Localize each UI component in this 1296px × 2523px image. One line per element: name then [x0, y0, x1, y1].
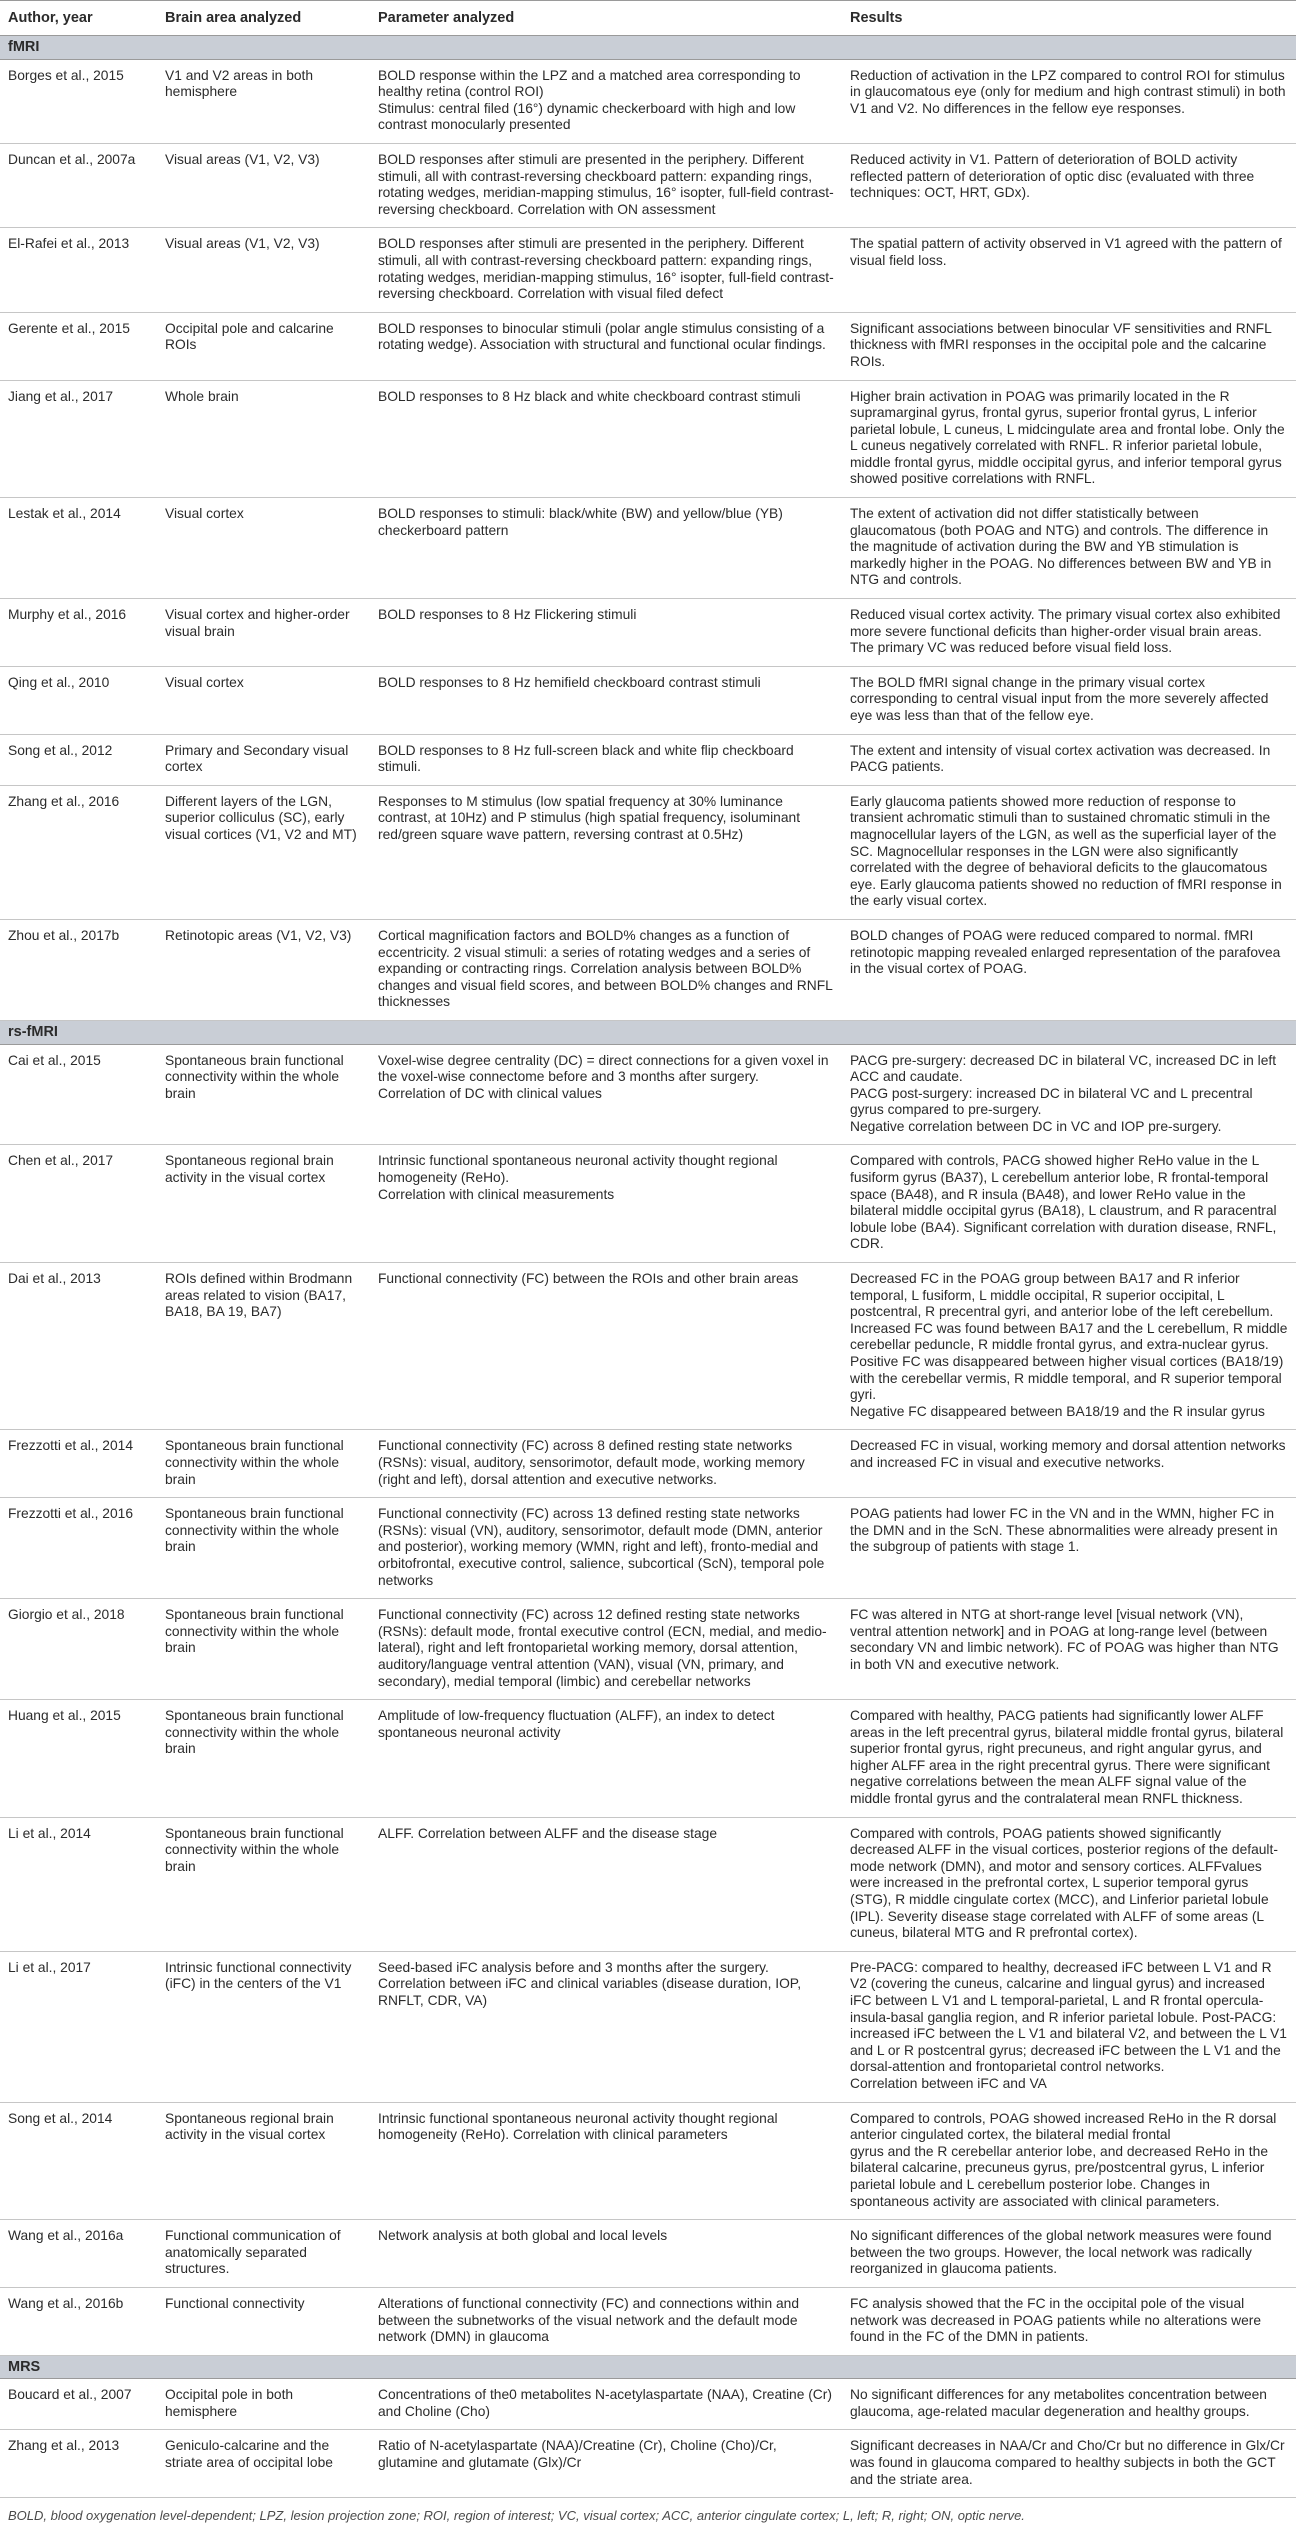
- parameter-line: BOLD responses to stimuli: black/white (BW) and yellow/blue (YB) checkerboard pattern: [378, 506, 783, 538]
- cell-author: Huang et al., 2015: [0, 1700, 157, 1818]
- cell-author: Lestak et al., 2014: [0, 498, 157, 599]
- parameter-line: Intrinsic functional spontaneous neuronal activity thought regional homogeneity (ReHo). Correlation with clinical parameters: [378, 2110, 778, 2143]
- cell-area: Functional connectivity: [157, 2287, 370, 2355]
- table-row: [0, 2379, 1296, 2430]
- parameter-line: Concentrations of the0 metabolites N-acetylaspartate (NAA), Creatine (Cr) and Choline (Cho): [378, 2387, 832, 2419]
- cell-results: [842, 228, 1296, 312]
- cell-results: [842, 2220, 1296, 2288]
- cell-parameter: [370, 1817, 842, 1951]
- results-line: Compared to controls, POAG showed increased ReHo in the R dorsal anterior cingulated cortex, the bilateral medial frontal: [850, 2110, 1277, 2143]
- parameter-line: Functional connectivity (FC) across 13 defined resting state networks (RSNs): visual (VN), auditory, sensorimotor, default mode (DMN, anterior and posterior), working memory (WMN, right and left), fronto-medial and orbitofrontal, executive control, salience, subcortical (ScN), temporal pole networks: [378, 1506, 825, 1588]
- cell-area: Visual areas (V1, V2, V3): [157, 143, 370, 227]
- section-row: [0, 2355, 1296, 2379]
- cell-results: [842, 59, 1296, 143]
- cell-results: [842, 919, 1296, 1020]
- cell-area: Whole brain: [157, 380, 370, 498]
- cell-results: [842, 599, 1296, 667]
- cell-area: Primary and Secondary visual cortex: [157, 734, 370, 785]
- cell-parameter: [370, 228, 842, 312]
- cell-results: [842, 785, 1296, 919]
- table-row: [0, 2430, 1296, 2498]
- cell-results: [842, 312, 1296, 380]
- section-title: MRS: [0, 2355, 1296, 2379]
- cell-parameter: [370, 1498, 842, 1599]
- cell-parameter: [370, 2102, 842, 2220]
- cell-parameter: [370, 1430, 842, 1498]
- cell-author: Wang et al., 2016a: [0, 2220, 157, 2288]
- cell-author: Song et al., 2012: [0, 734, 157, 785]
- cell-author: Zhang et al., 2016: [0, 785, 157, 919]
- table-row: [0, 599, 1296, 667]
- results-line: Higher brain activation in POAG was primarily located in the R supramarginal gyrus, frontal gyrus, superior frontal gyrus, L inferior parietal lobule, L cuneus, L midcingulate area and frontal lobe. Only the L cuneus negatively correlated with RNFL. R inferior parietal lobule, middle frontal gyrus, middle occipital gyrus, and inferior temporal gyrus showed positive correlations with RNFL.: [850, 388, 1285, 487]
- cell-parameter: [370, 666, 842, 734]
- cell-author: Cai et al., 2015: [0, 1044, 157, 1145]
- cell-parameter: [370, 1044, 842, 1145]
- results-line: The extent and intensity of visual cortex activation was decreased. In PACG patients.: [850, 742, 1271, 775]
- results-line: BOLD changes of POAG were reduced compared to normal. fMRI retinotopic mapping revealed enlarged representation of the parafovea in the visual cortex of POAG.: [850, 927, 1281, 977]
- cell-area: Spontaneous brain functional connectivity within the whole brain: [157, 1044, 370, 1145]
- cell-results: [842, 2379, 1296, 2430]
- results-line: PACG pre-surgery: decreased DC in bilateral VC, increased DC in left ACC and caudate.: [850, 1052, 1277, 1085]
- cell-author: Dai et al., 2013: [0, 1263, 157, 1430]
- parameter-line: Functional connectivity (FC) across 8 defined resting state networks (RSNs): visual, auditory, sensorimotor, default mode, working memory (right and left), dorsal attention and executive networks.: [378, 1438, 805, 1487]
- cell-results: [842, 2430, 1296, 2498]
- parameter-line: BOLD responses after stimuli are presented in the periphery. Different stimuli, all with contrast-reversing checkboard pattern: expanding rings, rotating wedges, meridian-mapping stimulus, 16° isopter, full-field contrast-reversing checkboard. Correlation with ON assessment: [378, 151, 834, 217]
- cell-results: [842, 1599, 1296, 1700]
- table-row: [0, 919, 1296, 1020]
- cell-results: [842, 734, 1296, 785]
- results-line: Early glaucoma patients showed more reduction of response to transient achromatic stimuli than to sustained chromatic stimuli in the magnocellular layers of the LGN, as well as the superficial layer of the SC. Magnocellular responses in the LGN were also significantly correlated with the degree of behavioral deficits to the glaucomatous eye. Early glaucoma patients showed no reduction of fMRI response in the early visual cortex.: [850, 793, 1282, 909]
- cell-author: Zhang et al., 2013: [0, 2430, 157, 2498]
- section-row: [0, 36, 1296, 60]
- parameter-line: Stimulus: central filed (16°) dynamic checkerboard with high and low contrast monocularly presented: [378, 100, 796, 133]
- cell-area: Spontaneous regional brain activity in the visual cortex: [157, 1145, 370, 1263]
- table-row: [0, 1044, 1296, 1145]
- table-row: [0, 1430, 1296, 1498]
- cell-results: [842, 2287, 1296, 2355]
- cell-author: Li et al., 2017: [0, 1951, 157, 2102]
- results-line: Compared with controls, POAG patients showed significantly decreased ALFF in the visual cortices, posterior regions of the default-mode network (DMN), and motor and sensory cortices. ALFFvalues were increased in the prefrontal cortex, L superior temporal gyrus (STG), R middle cingulate cortex (MCC), and Linferior parietal lobule: [850, 1825, 1278, 1908]
- parameter-line: BOLD responses after stimuli are presented in the periphery. Different stimuli, all with contrast-reversing checkboard pattern: expanding rings, rotating wedges, meridian-mapping stimulus, 16° isopter, full-field contrast-reversing checkboard. Correlation with visual filed defect: [378, 236, 834, 302]
- cell-results: [842, 1145, 1296, 1263]
- parameter-line: Ratio of N-acetylaspartate (NAA)/Creatine (Cr), Choline (Cho)/Cr, glutamine and glutamate (Glx)/Cr: [378, 2438, 777, 2471]
- cell-area: Intrinsic functional connectivity (iFC) in the centers of the V1: [157, 1951, 370, 2102]
- results-line: FC analysis showed that the FC in the occipital pole of the visual network was decreased in POAG patients while no alterations were found in the FC of the DMN in patients.: [850, 2295, 1262, 2345]
- results-line: Pre-PACG: compared to healthy, decreased iFC between L V1 and R V2 (covering the cuneus, calcarine and lingual gyrus) and increased iFC between L V1 and L temporal-parietal, L and R frontal opercula-insula-basal ganglia region, and R inferior parietal lobule. Post-PACG: increased iFC between the L V1 and bilateral V2, and between the L V1 and L or R postcentral gyrus; decreased iFC between the L V1 and the dorsal-attention and frontoparietal control networks.: [850, 1959, 1287, 2075]
- table-row: [0, 228, 1296, 312]
- results-line: Compared with controls, PACG showed higher ReHo value in the L fusiform gyrus (BA37), L cerebellum anterior lobe, R frontal-temporal space (BA48), and R insula (BA48), and lower ReHo value in the bilateral middle occipital gyrus (BA18), L claustrum, and R paracentral lobule lobe (BA4). Significant correlation with duration disease, RNFL, CDR.: [850, 1153, 1277, 1252]
- table-row: [0, 1263, 1296, 1430]
- parameter-line: Correlation with clinical measurements: [378, 1186, 615, 1202]
- cell-author: Song et al., 2014: [0, 2102, 157, 2220]
- parameter-line: Functional connectivity (FC) between the ROIs and other brain areas: [378, 1271, 799, 1287]
- cell-results: [842, 1951, 1296, 2102]
- results-line: No significant differences for any metabolites concentration between glaucoma, age-related macular degeneration and healthy groups.: [850, 2387, 1267, 2419]
- table-row: [0, 1951, 1296, 2102]
- cell-area: V1 and V2 areas in both hemisphere: [157, 59, 370, 143]
- parameter-line: Seed-based iFC analysis before and 3 months after the surgery. Correlation between iFC and clinical variables (disease duration, IOP, RNFLT, CDR, VA): [378, 1959, 802, 2008]
- cell-results: [842, 1430, 1296, 1498]
- parameter-line: Responses to M stimulus (low spatial frequency at 30% luminance contrast, at 10Hz) and P stimulus (high spatial frequency, isoluminant red/green square wave pattern, reversing contrast at 0.5Hz): [378, 793, 801, 842]
- cell-parameter: [370, 919, 842, 1020]
- table-row: [0, 498, 1296, 599]
- parameter-line: BOLD responses to binocular stimuli (polar angle stimulus consisting of a rotating wedge). Association with structural and functional ocular findings.: [378, 320, 826, 353]
- results-line: Significant associations between binocular VF sensitivities and RNFL thickness with fMRI responses in the occipital pole and the calcarine ROIs.: [850, 320, 1272, 369]
- cell-author: Zhou et al., 2017b: [0, 919, 157, 1020]
- table-body: [0, 36, 1296, 2498]
- cell-author: Gerente et al., 2015: [0, 312, 157, 380]
- cell-area: Occipital pole in both hemisphere: [157, 2379, 370, 2430]
- cell-parameter: [370, 1263, 842, 1430]
- table-row: [0, 734, 1296, 785]
- cell-author: Qing et al., 2010: [0, 666, 157, 734]
- cell-area: Visual cortex and higher-order visual brain: [157, 599, 370, 667]
- cell-results: [842, 1817, 1296, 1951]
- cell-area: Spontaneous brain functional connectivity within the whole brain: [157, 1430, 370, 1498]
- results-line: Significant decreases in NAA/Cr and Cho/Cr but no difference in Glx/Cr was found in glaucoma compared to healthy subjects in both the GCT and the striate area.: [850, 2438, 1285, 2487]
- header-row: [0, 1, 1296, 36]
- section-title: fMRI: [0, 36, 1296, 60]
- parameter-line: BOLD response within the LPZ and a matched area corresponding to healthy retina (control ROI): [378, 67, 801, 100]
- cell-parameter: [370, 599, 842, 667]
- cell-results: [842, 1044, 1296, 1145]
- parameter-line: Amplitude of low-frequency fluctuation (ALFF), an index to detect spontaneous neuronal activity: [378, 1708, 775, 1740]
- results-line: (IPL). Severity disease stage correlated with ALFF of some areas (L cuneus, bilateral MTG and R prefrontal cortex).: [850, 1908, 1264, 1941]
- cell-parameter: [370, 143, 842, 227]
- cell-results: [842, 2102, 1296, 2220]
- table-row: [0, 380, 1296, 498]
- cell-results: [842, 1498, 1296, 1599]
- table-row: [0, 666, 1296, 734]
- cell-parameter: [370, 785, 842, 919]
- results-line: PACG post-surgery: increased DC in bilateral VC and L precentral gyrus compared to pre-surgery.: [850, 1085, 1253, 1118]
- cell-parameter: [370, 380, 842, 498]
- cell-results: [842, 498, 1296, 599]
- cell-parameter: [370, 1599, 842, 1700]
- cell-area: Visual cortex: [157, 498, 370, 599]
- cell-author: Frezzotti et al., 2014: [0, 1430, 157, 1498]
- results-line: The BOLD fMRI signal change in the primary visual cortex corresponding to central visual input from the more severely affected eye was less than that of the fellow eye.: [850, 674, 1269, 723]
- results-line: No significant differences of the global network measures were found between the two groups. However, the local network was radically reorganized in glaucoma patients.: [850, 2228, 1272, 2277]
- cell-parameter: [370, 498, 842, 599]
- cell-author: El-Rafei et al., 2013: [0, 228, 157, 312]
- parameter-line: BOLD responses to 8 Hz hemifield checkboard contrast stimuli: [378, 674, 761, 690]
- results-line: Negative correlation between DC in VC and IOP pre-surgery.: [850, 1118, 1222, 1134]
- cell-area: Retinotopic areas (V1, V2, V3): [157, 919, 370, 1020]
- cell-author: Frezzotti et al., 2016: [0, 1498, 157, 1599]
- cell-area: Different layers of the LGN, superior colliculus (SC), early visual cortices (V1, V2 and MT): [157, 785, 370, 919]
- cell-area: Visual cortex: [157, 666, 370, 734]
- cell-area: Spontaneous regional brain activity in the visual cortex: [157, 2102, 370, 2220]
- parameter-line: Functional connectivity (FC) across 12 defined resting state networks (RSNs): default mode, frontal executive control (ECN, medial, and medio-lateral), right and left frontoparietal working memory, dorsal attention, auditory/language ventral attention (VAN), visual (VN, primary, and secondary), medial temporal (limbic) and cerebellar networks: [378, 1607, 827, 1689]
- cell-parameter: [370, 2220, 842, 2288]
- cell-author: Duncan et al., 2007a: [0, 143, 157, 227]
- table-row: [0, 1817, 1296, 1951]
- parameter-line: BOLD responses to 8 Hz full-screen black and white flip checkboard stimuli.: [378, 742, 794, 775]
- table-row: [0, 2220, 1296, 2288]
- table-row: [0, 785, 1296, 919]
- parameter-line: Intrinsic functional spontaneous neuronal activity thought regional homogeneity (ReHo).: [378, 1153, 778, 1186]
- cell-author: Wang et al., 2016b: [0, 2287, 157, 2355]
- cell-results: [842, 666, 1296, 734]
- results-line: Compared with healthy, PACG patients had significantly lower ALFF areas in the left precentral gyrus, bilateral middle frontal gyrus, bilateral superior frontal gyrus, right precuneus, and right angular gyrus, and higher ALFF area in the right precentral gyrus. There were significant negative correlations between the mean ALFF signal value of the middle frontal gyrus and the contralateral mean RNFL thickness.: [850, 1708, 1284, 1807]
- cell-area: Occipital pole and calcarine ROIs: [157, 312, 370, 380]
- table-row: [0, 59, 1296, 143]
- table-row: [0, 1145, 1296, 1263]
- parameter-line: BOLD responses to 8 Hz black and white checkboard contrast stimuli: [378, 388, 801, 404]
- results-line: Reduced visual cortex activity. The primary visual cortex also exhibited more severe functional deficits than higher-order visual brain areas. The primary VC was reduced before visual field loss.: [850, 607, 1281, 656]
- results-line: gyrus and the R cerebellar anterior lobe, and decreased ReHo in the bilateral calcarine, precuneus gyrus, pre/postcentral gyrus, L inferior parietal lobule and L cerebellum posterior lobe. Changes in spontaneous activity are associated with clinical parameters.: [850, 2143, 1268, 2209]
- cell-area: Geniculo-calcarine and the striate area of occipital lobe: [157, 2430, 370, 2498]
- section-row: [0, 1020, 1296, 1044]
- parameter-line: Cortical magnification factors and BOLD% changes as a function of eccentricity. 2 visual stimuli: a series of rotating wedges and a series of expanding or contracting rings. Correlation analysis between BOLD% changes and visual field scores, and between BOLD% changes and RNFL thicknesses: [378, 927, 833, 1010]
- cell-area: Spontaneous brain functional connectivity within the whole brain: [157, 1498, 370, 1599]
- cell-area: Functional communication of anatomically separated structures.: [157, 2220, 370, 2288]
- cell-parameter: [370, 2287, 842, 2355]
- cell-parameter: [370, 312, 842, 380]
- section-title: rs-fMRI: [0, 1020, 1296, 1044]
- cell-author: Murphy et al., 2016: [0, 599, 157, 667]
- results-line: Reduction of activation in the LPZ compared to control ROI for stimulus in glaucomatous eye (only for medium and high contrast stimuli) in both V1 and V2. No differences in the fellow eye responses.: [850, 67, 1286, 116]
- cell-parameter: [370, 2379, 842, 2430]
- header-parameter: Parameter analyzed: [370, 1, 842, 36]
- results-line: Reduced activity in V1. Pattern of deterioration of BOLD activity reflected pattern of deterioration of optic disc (evaluated with three techniques: OCT, HRT, GDx).: [850, 151, 1255, 201]
- results-line: Negative FC disappeared between BA18/19 and the R insular gyrus: [850, 1403, 1265, 1419]
- results-line: The extent of activation did not differ statistically between glaucomatous (both POAG and NTG) and controls. The difference in the magnitude of activation during the BW and YB stimulation is markedly higher in the POAG. No differences between BW and YB in NTG and controls.: [850, 506, 1272, 588]
- cell-parameter: [370, 734, 842, 785]
- parameter-line: Network analysis at both global and local levels: [378, 2228, 668, 2244]
- table-row: [0, 1498, 1296, 1599]
- cell-parameter: [370, 2430, 842, 2498]
- results-line: POAG patients had lower FC in the VN and in the WMN, higher FC in the DMN and in the ScN. These abnormalities were already present in the subgroup of patients with stage 1.: [850, 1506, 1278, 1555]
- table-row: [0, 1700, 1296, 1818]
- parameter-line: BOLD responses to 8 Hz Flickering stimuli: [378, 607, 637, 623]
- cell-results: [842, 1263, 1296, 1430]
- results-line: Decreased FC in the POAG group between BA17 and R inferior temporal, L fusiform, L middle occipital, R superior occipital, L postcentral, R precentral gyri, and anterior lobe of the left cerebellum. Increased FC was found between BA17 and the L cerebellum, R middle cerebellar peduncle, R middle frontal gyrus, and extra-nuclear gyrus.: [850, 1271, 1288, 1353]
- cell-author: Chen et al., 2017: [0, 1145, 157, 1263]
- cell-parameter: [370, 1700, 842, 1818]
- header-author: Author, year: [0, 1, 157, 36]
- parameter-line: ALFF. Correlation between ALFF and the disease stage: [378, 1825, 717, 1841]
- cell-area: ROIs defined within Brodmann areas related to vision (BA17, BA18, BA 19, BA7): [157, 1263, 370, 1430]
- cell-author: Jiang et al., 2017: [0, 380, 157, 498]
- cell-area: Spontaneous brain functional connectivity within the whole brain: [157, 1700, 370, 1818]
- cell-area: Spontaneous brain functional connectivity within the whole brain: [157, 1817, 370, 1951]
- cell-results: [842, 380, 1296, 498]
- parameter-line: Alterations of functional connectivity (FC) and connections within and between the subnetworks of the visual network and the default mode network (DMN) in glaucoma: [378, 2295, 800, 2345]
- table-footnote: BOLD, blood oxygenation level-dependent; LPZ, lesion projection zone; ROI, region of interest; VC, visual cortex; ACC, anterior cingulate cortex; L, left; R, right; ON, optic nerve.: [8, 2508, 1025, 2523]
- results-line: Correlation between iFC and VA: [850, 2075, 1047, 2091]
- cell-parameter: [370, 1951, 842, 2102]
- header-results: Results: [842, 1, 1296, 36]
- cell-author: Boucard et al., 2007: [0, 2379, 157, 2430]
- table-row: [0, 143, 1296, 227]
- table-row: [0, 2102, 1296, 2220]
- results-line: Decreased FC in visual, working memory and dorsal attention networks and increased FC in visual and executive networks.: [850, 1438, 1286, 1470]
- cell-results: [842, 143, 1296, 227]
- cell-author: Borges et al., 2015: [0, 59, 157, 143]
- results-line: FC was altered in NTG at short-range level [visual network (VN), ventral attention network] and in POAG at long-range level (between secondary VN and limbic network). FC of POAG was higher than NTG in both VN and executive network.: [850, 1607, 1279, 1672]
- results-line: Positive FC was disappeared between higher visual cortices (BA18/19) with the cerebellar vermis, R middle temporal, and R superior temporal gyri.: [850, 1354, 1284, 1403]
- cell-author: Giorgio et al., 2018: [0, 1599, 157, 1700]
- cell-author: Li et al., 2014: [0, 1817, 157, 1951]
- cell-parameter: [370, 59, 842, 143]
- cell-area: Spontaneous brain functional connectivity within the whole brain: [157, 1599, 370, 1700]
- results-line: The spatial pattern of activity observed in V1 agreed with the pattern of visual field loss.: [850, 236, 1282, 268]
- table-row: [0, 312, 1296, 380]
- table-row: [0, 1599, 1296, 1700]
- header-area: Brain area analyzed: [157, 1, 370, 36]
- cell-area: Visual areas (V1, V2, V3): [157, 228, 370, 312]
- parameter-line: Voxel-wise degree centrality (DC) = direct connections for a given voxel in the voxel-wise connectome before and 3 months after surgery.: [378, 1052, 829, 1085]
- cell-parameter: [370, 1145, 842, 1263]
- cell-results: [842, 1700, 1296, 1818]
- table-row: [0, 2287, 1296, 2355]
- parameter-line: Correlation of DC with clinical values: [378, 1085, 602, 1101]
